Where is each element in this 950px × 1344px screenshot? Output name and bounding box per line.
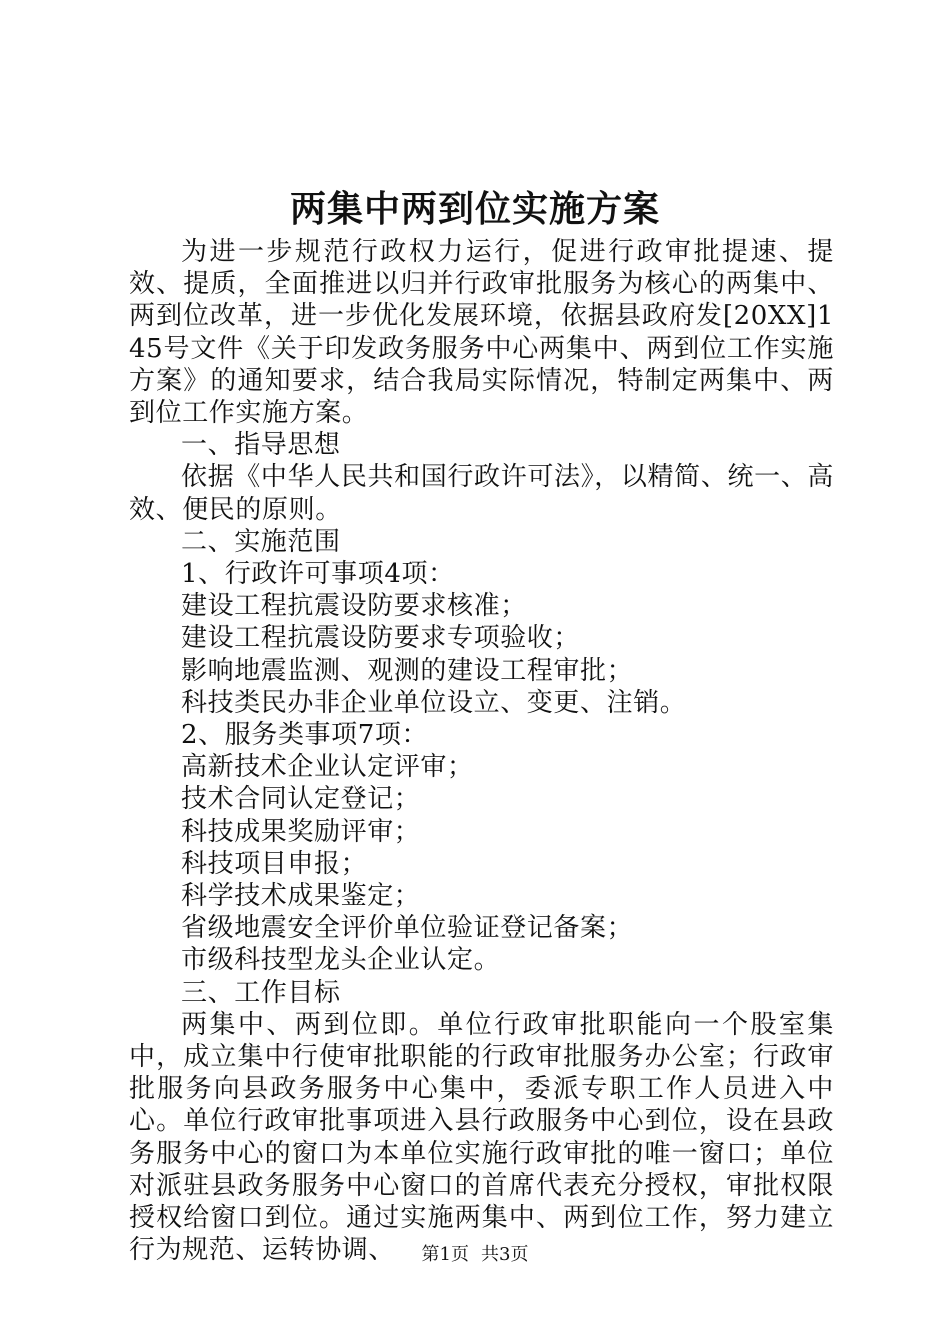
section-heading-guiding-ideology: 一、指导思想 xyxy=(181,430,341,461)
list-item: 技术合同认定登记； xyxy=(181,784,421,815)
page-footer xyxy=(0,1243,950,1267)
document-title: 两集中两到位实施方案 xyxy=(289,188,660,230)
list-item: 省级地震安全评价单位验证登记备案； xyxy=(181,913,634,944)
list-item: 影响地震监测、观测的建设工程审批； xyxy=(181,655,634,686)
list-item: 科学技术成果鉴定； xyxy=(181,881,421,912)
intro-paragraph: 为进一步规范行政权力运行，促进行政审批提速、提效、提质，全面推进以归并行政审批服务为核心的两集中、两到位改革，进一步优化发展环境，依据县政府发[20XX]145号文件《关于印发政务服务中心两集中、两到位工作实施方案》的通知要求，结合我局实际情况，特制定两集中、两到位工作实施方案。 xyxy=(129,237,834,429)
section-heading-work-goals: 三、工作目标 xyxy=(181,977,341,1008)
page-number: 第1页 xyxy=(421,1244,469,1265)
work-goals-paragraph: 两集中、两到位即。单位行政审批职能向一个股室集中，成立集中行使审批职能的行政审批服务办公室；行政审批服务向县政务服务中心集中，委派专职工作人员进入中心。单位行政审批事项进入县行政服务中心到位，设在县政务服务中心的窗口为本单位实施行政审批的唯一窗口；单位对派驻县政务服务中心窗口的首席代表充分授权，审批权限授权给窗口到位。通过实施两集中、两到位工作，努力建立行为规范、运转协调、 xyxy=(129,1009,834,1266)
list-item: 科技成果奖励评审； xyxy=(181,816,421,847)
section-heading-scope: 二、实施范围 xyxy=(181,526,341,557)
list-item: 科技类民办非企业单位设立、变更、注销。 xyxy=(181,687,687,718)
list-item: 科技项目申报； xyxy=(181,848,368,879)
guiding-ideology-paragraph: 依据《中华人民共和国行政许可法》，以精简、统一、高效、便民的原则。 xyxy=(129,462,834,525)
list-item: 高新技术企业认定评审； xyxy=(181,752,474,783)
document-body xyxy=(129,236,834,1267)
subheading-service-items: 2、服务类事项7项： xyxy=(181,720,429,751)
page-total: 共3页 xyxy=(481,1244,529,1265)
subheading-administrative-license: 1、行政许可事项4项： xyxy=(181,559,455,590)
list-item: 建设工程抗震设防要求核准； xyxy=(181,591,527,622)
list-item: 市级科技型龙头企业认定。 xyxy=(181,945,501,976)
list-item: 建设工程抗震设防要求专项验收； xyxy=(181,623,581,654)
